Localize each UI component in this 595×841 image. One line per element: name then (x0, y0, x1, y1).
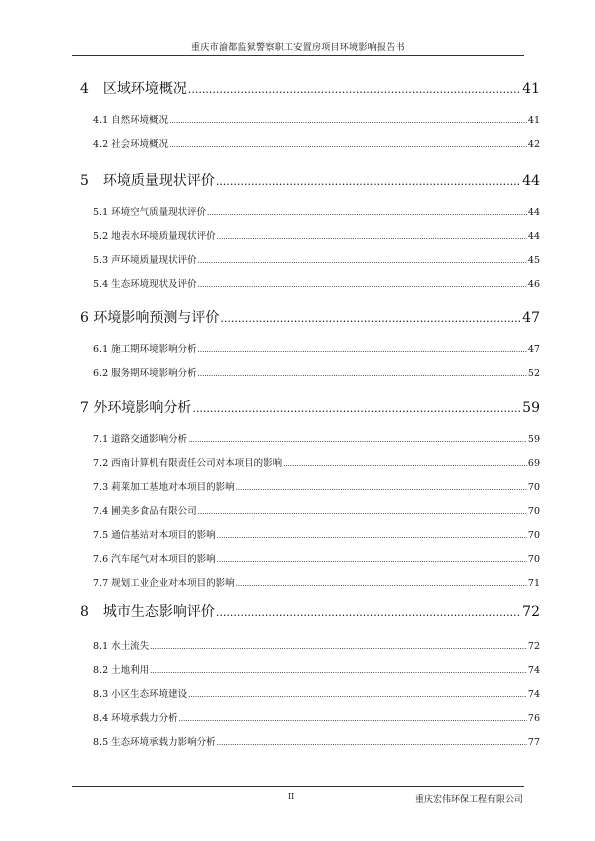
toc-leader-dots (188, 691, 527, 699)
toc-entry-page: 76 (527, 713, 540, 724)
toc-entry-title: 5 环境质量现状评价 (80, 173, 215, 189)
toc-leader-dots (198, 281, 527, 289)
toc-section-entry[interactable] (76, 662, 540, 676)
toc-entry-title: 6 环境影响预测与评价 (80, 310, 220, 326)
toc-entry-title: 4.2 社会环境概况 (93, 139, 169, 150)
toc-section-entry[interactable] (76, 575, 540, 589)
toc-leader-dots (169, 117, 527, 125)
toc-entry-title: 8.3 小区生态环境建设 (93, 689, 188, 700)
toc-section-entry[interactable] (76, 503, 540, 517)
toc-entry-title: 6.1 施工期环境影响分析 (93, 344, 197, 355)
toc-entry-page: 42 (527, 139, 540, 150)
toc-entry-title: 5.4 生态环境现状及评价 (93, 279, 197, 290)
toc-leader-dots (217, 532, 527, 540)
toc-section-entry[interactable] (76, 551, 540, 565)
toc-leader-dots (217, 739, 527, 747)
toc-section-entry[interactable] (76, 228, 540, 242)
toc-section-entry[interactable] (76, 112, 540, 126)
toc-entry-page: 70 (527, 554, 540, 565)
running-header: 重庆市渝都监狱警察职工安置房项目环境影响报告书 (191, 43, 405, 53)
toc-entry-page: 44 (527, 207, 540, 218)
toc-leader-dots (169, 141, 527, 149)
toc-entry-page: 72 (522, 604, 540, 620)
page-number: II (288, 792, 295, 801)
toc-entry-title: 5.1 环境空气质量现状评价 (93, 207, 207, 218)
toc-section-entry[interactable] (76, 686, 540, 700)
toc-leader-dots (188, 436, 527, 444)
toc-entry-title: 5.3 声环境质量现状评价 (93, 255, 197, 266)
footer-divider (72, 786, 524, 787)
toc-entry-title: 7.1 道路交通影响分析 (93, 434, 188, 445)
toc-leader-dots (216, 175, 521, 188)
toc-chapter-entry[interactable] (76, 170, 540, 190)
toc-entry-title: 4 区域环境概况 (80, 81, 187, 97)
toc-section-entry[interactable] (76, 479, 540, 493)
toc-entry-page: 52 (527, 368, 540, 379)
toc-entry-title: 7.7 规划工业企业对本项目的影响 (93, 578, 235, 589)
toc-entry-page: 47 (527, 344, 540, 355)
toc-entry-page: 70 (527, 482, 540, 493)
toc-leader-dots (198, 257, 527, 265)
toc-entry-page: 74 (527, 689, 540, 700)
toc-section-entry[interactable] (76, 204, 540, 218)
toc-leader-dots (207, 209, 527, 217)
toc-entry-title: 7.6 汽车尾气对本项目的影响 (93, 554, 216, 565)
toc-entry-page: 41 (527, 115, 540, 126)
toc-leader-dots (179, 715, 527, 723)
toc-leader-dots (216, 606, 521, 619)
toc-entry-page: 70 (527, 530, 540, 541)
toc-chapter-entry[interactable] (76, 307, 540, 327)
toc-section-entry[interactable] (76, 252, 540, 266)
toc-entry-page: 45 (527, 255, 540, 266)
toc-section-entry[interactable] (76, 276, 540, 290)
toc-leader-dots (236, 580, 527, 588)
toc-entry-page: 44 (522, 173, 540, 189)
toc-entry-page: 44 (527, 231, 540, 242)
toc-entry-title: 5.2 地表水环境质量现状评价 (93, 231, 216, 242)
toc-entry-title: 7.5 通信基站对本项目的影响 (93, 530, 216, 541)
toc-entry-title: 8.2 土地利用 (93, 665, 150, 676)
toc-leader-dots (198, 346, 527, 354)
toc-leader-dots (217, 556, 527, 564)
toc-entry-page: 77 (527, 737, 540, 748)
toc-section-entry[interactable] (76, 710, 540, 724)
toc-entry-title: 8.4 环境承载力分析 (93, 713, 178, 724)
toc-entry-page: 41 (522, 81, 540, 97)
toc-entry-page: 47 (522, 310, 540, 326)
toc-leader-dots (220, 312, 521, 325)
footer-company: 重庆宏伟环保工程有限公司 (414, 795, 523, 805)
toc-leader-dots (217, 233, 527, 241)
toc-chapter-entry[interactable] (76, 397, 540, 417)
toc-chapter-entry[interactable] (76, 78, 540, 98)
toc-section-entry[interactable] (76, 365, 540, 379)
toc-section-entry[interactable] (76, 455, 540, 469)
toc-section-entry[interactable] (76, 341, 540, 355)
toc-leader-dots (150, 643, 527, 651)
toc-section-entry[interactable] (76, 638, 540, 652)
toc-entry-page: 59 (522, 400, 540, 416)
toc-entry-page: 72 (527, 641, 540, 652)
toc-entry-page: 74 (527, 665, 540, 676)
toc-entry-page: 70 (527, 506, 540, 517)
toc-section-entry[interactable] (76, 734, 540, 748)
toc-leader-dots (192, 402, 521, 415)
toc-leader-dots (188, 83, 521, 96)
toc-entry-page: 71 (527, 578, 540, 589)
toc-entry-title: 7.3 莉莱加工基地对本项目的影响 (93, 482, 235, 493)
toc-entry-title: 6.2 服务期环境影响分析 (93, 368, 197, 379)
toc-entry-title: 7.4 圃美多食品有限公司 (93, 506, 197, 517)
toc-entry-title: 7 外环境影响分析 (80, 400, 192, 416)
toc-chapter-entry[interactable] (76, 601, 540, 621)
toc-section-entry[interactable] (76, 431, 540, 445)
toc-leader-dots (198, 508, 527, 516)
toc-entry-title: 8 城市生态影响评价 (80, 604, 215, 620)
toc-leader-dots (283, 460, 527, 468)
toc-entry-page: 46 (527, 279, 540, 290)
toc-leader-dots (150, 667, 527, 675)
toc-entry-title: 4.1 自然环境概况 (93, 115, 169, 126)
toc-entry-page: 59 (527, 434, 540, 445)
header-divider (72, 55, 524, 56)
toc-entry-title: 8.5 生态环境承载力影响分析 (93, 737, 216, 748)
toc-leader-dots (198, 370, 527, 378)
toc-entry-title: 7.2 西南计算机有限责任公司对本项目的影响 (93, 458, 283, 469)
toc-entry-page: 69 (527, 458, 540, 469)
toc-leader-dots (236, 484, 527, 492)
toc-section-entry[interactable] (76, 527, 540, 541)
toc-section-entry[interactable] (76, 136, 540, 150)
toc-entry-title: 8.1 水土流失 (93, 641, 150, 652)
